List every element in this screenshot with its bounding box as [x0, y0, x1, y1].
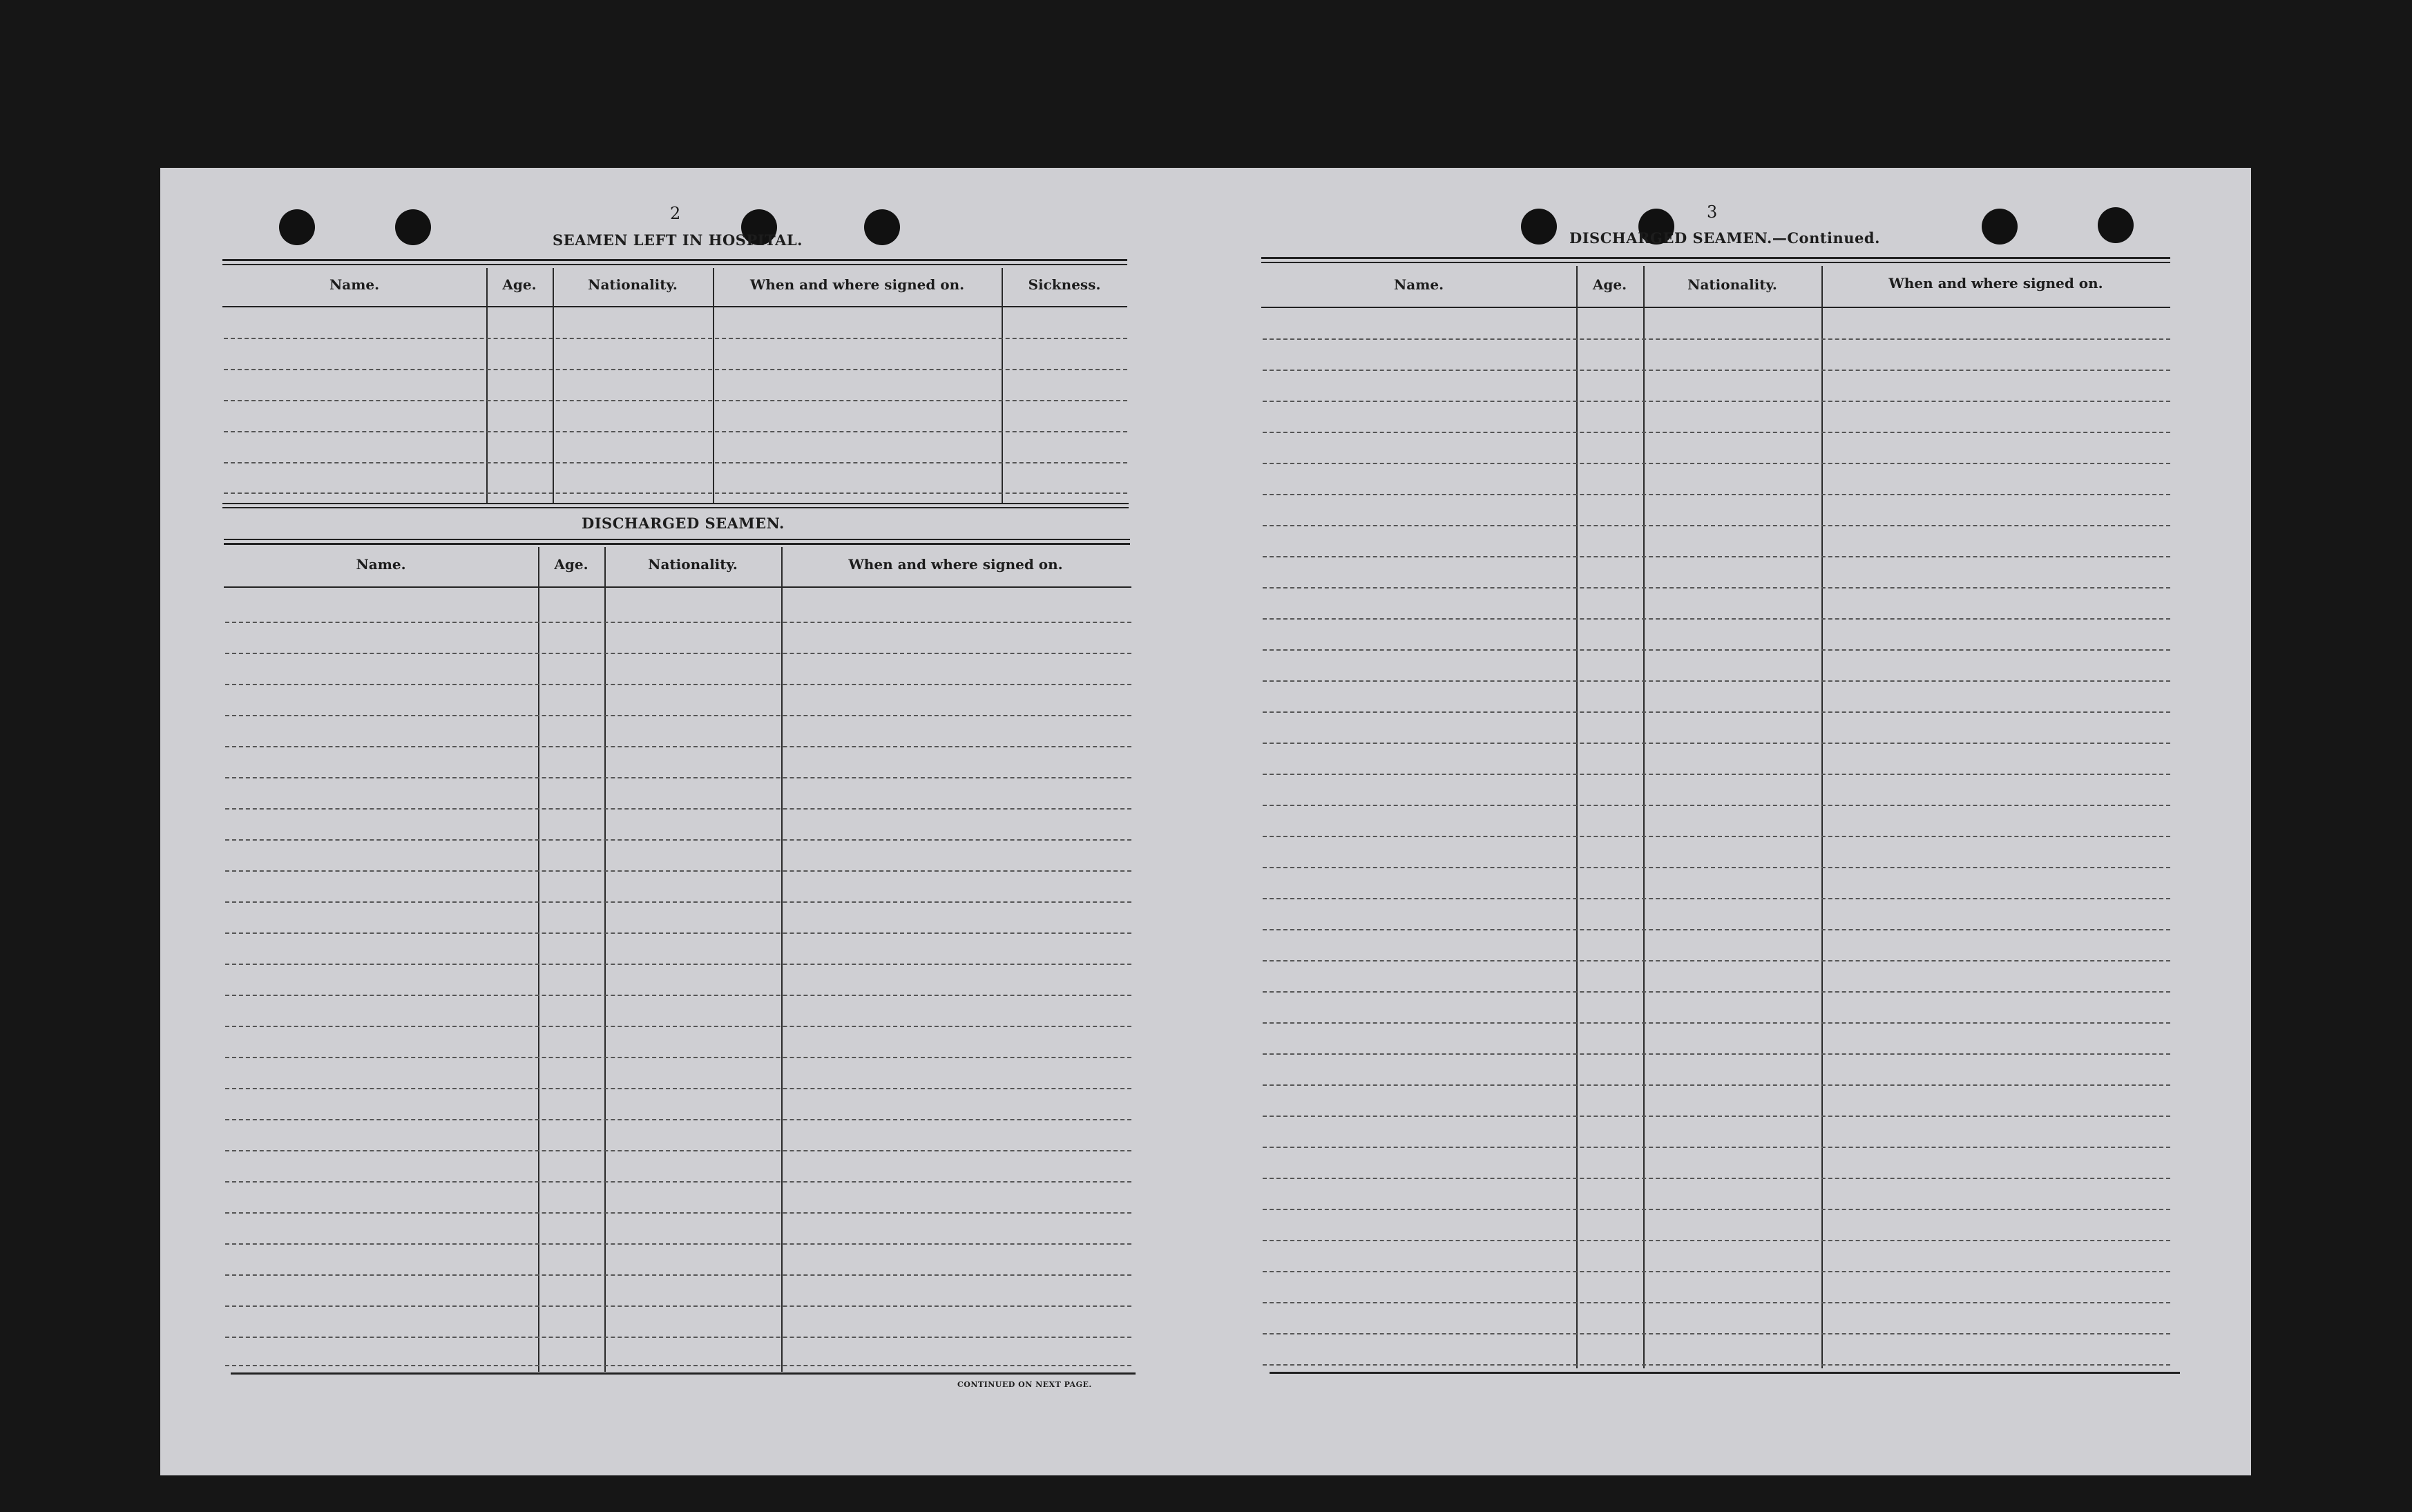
discharged-entry-line	[225, 1305, 1131, 1307]
punch-hole	[395, 209, 431, 245]
discharged-entry-line	[225, 1119, 1131, 1120]
hospital-entry-line	[224, 369, 1127, 370]
hospital-entry-line	[224, 462, 1127, 463]
right-entry-line	[1263, 370, 2170, 371]
hospital-bottom-rule	[222, 503, 1129, 504]
right-entry-line	[1263, 1271, 2170, 1272]
right-col-name: Name.	[1393, 276, 1444, 293]
right-entry-line	[1263, 463, 2170, 464]
right-entry-line	[1263, 743, 2170, 744]
discharged-header-underline	[224, 586, 1131, 588]
discharged-entry-line	[225, 684, 1131, 685]
right-entry-line	[1263, 556, 2170, 557]
ledger-spread	[160, 168, 2251, 1475]
discharged-entry-line	[225, 870, 1131, 872]
right-entry-line	[1263, 836, 2170, 837]
right-entry-line	[1263, 494, 2170, 495]
right-entry-line	[1263, 991, 2170, 993]
right-col-signed-on: When and where signed on.	[1888, 275, 2103, 291]
hospital-bottom-rule-2	[222, 507, 1129, 508]
right-entry-line	[1263, 1333, 2170, 1334]
discharged-section-title: DISCHARGED SEAMEN.	[582, 515, 785, 532]
discharged-entry-line	[225, 1150, 1131, 1151]
right-entry-line	[1263, 774, 2170, 775]
discharged-entry-line	[225, 746, 1131, 747]
discharged-entry-line	[225, 1337, 1131, 1338]
right-entry-line	[1263, 898, 2170, 899]
discharged-col-nationality: Nationality.	[648, 556, 738, 573]
right-entry-line	[1263, 525, 2170, 526]
discharged-top-rule	[224, 539, 1130, 540]
discharged-divider	[604, 547, 606, 1372]
hospital-section-title: SEAMEN LEFT IN HOSPITAL.	[553, 231, 803, 249]
punch-hole	[279, 209, 315, 245]
hospital-top-rule-2	[222, 264, 1127, 265]
right-top-rule	[1261, 257, 2170, 259]
discharged-entry-line	[225, 622, 1131, 623]
discharged-entry-line	[225, 932, 1131, 934]
discharged-col-age: Age.	[554, 556, 588, 573]
page-number-right: 3	[1707, 202, 1718, 222]
discharged-entry-line	[225, 653, 1131, 654]
punch-hole	[864, 209, 900, 245]
discharged-entry-line	[225, 995, 1131, 996]
right-entry-line	[1263, 1084, 2170, 1086]
hospital-entry-line	[224, 431, 1127, 432]
right-top-rule-2	[1261, 262, 2170, 263]
right-entry-line	[1263, 867, 2170, 868]
right-entry-line	[1263, 1178, 2170, 1179]
discharged-entry-line	[225, 1181, 1131, 1183]
hospital-entry-line	[224, 492, 1127, 494]
discharged-entry-line	[225, 715, 1131, 716]
right-entry-line	[1263, 805, 2170, 806]
hospital-top-rule	[222, 259, 1127, 261]
discharged-col-signed-on: When and where signed on.	[848, 556, 1063, 573]
right-col-nationality: Nationality.	[1687, 276, 1777, 293]
discharged-entry-line	[225, 1243, 1131, 1245]
discharged-entry-line	[225, 1212, 1131, 1214]
hospital-header-underline	[222, 306, 1127, 307]
hospital-divider	[553, 268, 554, 503]
right-entry-line	[1263, 587, 2170, 588]
right-entry-line	[1263, 1240, 2170, 1241]
discharged-top-rule-2	[224, 543, 1130, 545]
hospital-entry-line	[224, 400, 1127, 401]
page-number-left: 2	[670, 204, 681, 223]
right-entry-line	[1263, 1364, 2170, 1366]
discharged-entry-line	[225, 777, 1131, 778]
discharged-divider	[781, 547, 783, 1372]
right-entry-line	[1263, 618, 2170, 620]
continued-note: CONTINUED ON NEXT PAGE.	[957, 1380, 1092, 1389]
right-entry-line	[1263, 929, 2170, 930]
right-header-underline	[1261, 307, 2170, 308]
hospital-col-nationality: Nationality.	[588, 276, 678, 293]
punch-hole	[2098, 207, 2134, 243]
discharged-col-name: Name.	[356, 556, 406, 573]
discharged-continued-title: DISCHARGED SEAMEN.—Continued.	[1569, 229, 1880, 247]
discharged-entry-line	[225, 901, 1131, 903]
discharged-bottom-rule	[231, 1372, 1136, 1375]
hospital-divider	[1002, 268, 1003, 503]
right-entry-line	[1263, 1147, 2170, 1148]
right-col-age: Age.	[1592, 276, 1627, 293]
discharged-entry-line	[225, 1026, 1131, 1027]
hospital-col-signed-on: When and where signed on.	[749, 276, 965, 293]
right-entry-line	[1263, 1053, 2170, 1055]
right-entry-line	[1263, 711, 2170, 713]
discharged-entry-line	[225, 964, 1131, 965]
discharged-divider	[538, 547, 539, 1372]
discharged-entry-line	[225, 1365, 1131, 1366]
right-entry-line	[1263, 649, 2170, 651]
punch-hole	[1982, 209, 2018, 245]
right-entry-line	[1263, 401, 2170, 402]
right-entry-line	[1263, 1022, 2170, 1024]
discharged-entry-line	[225, 1057, 1131, 1058]
hospital-col-age: Age.	[502, 276, 537, 293]
discharged-entry-line	[225, 1274, 1131, 1276]
hospital-entry-line	[224, 338, 1127, 339]
hospital-col-name: Name.	[329, 276, 380, 293]
right-entry-line	[1263, 680, 2170, 682]
right-entry-line	[1263, 432, 2170, 433]
right-bottom-rule	[1270, 1372, 2180, 1374]
hospital-col-sickness: Sickness.	[1028, 276, 1101, 293]
punch-hole	[1521, 209, 1557, 245]
discharged-entry-line	[225, 808, 1131, 810]
right-entry-line	[1263, 1302, 2170, 1303]
hospital-divider	[486, 268, 488, 503]
hospital-divider	[713, 268, 714, 503]
right-entry-line	[1263, 1116, 2170, 1117]
right-entry-line	[1263, 960, 2170, 961]
right-entry-line	[1263, 338, 2170, 340]
right-entry-line	[1263, 1209, 2170, 1210]
discharged-entry-line	[225, 1088, 1131, 1089]
discharged-entry-line	[225, 839, 1131, 841]
